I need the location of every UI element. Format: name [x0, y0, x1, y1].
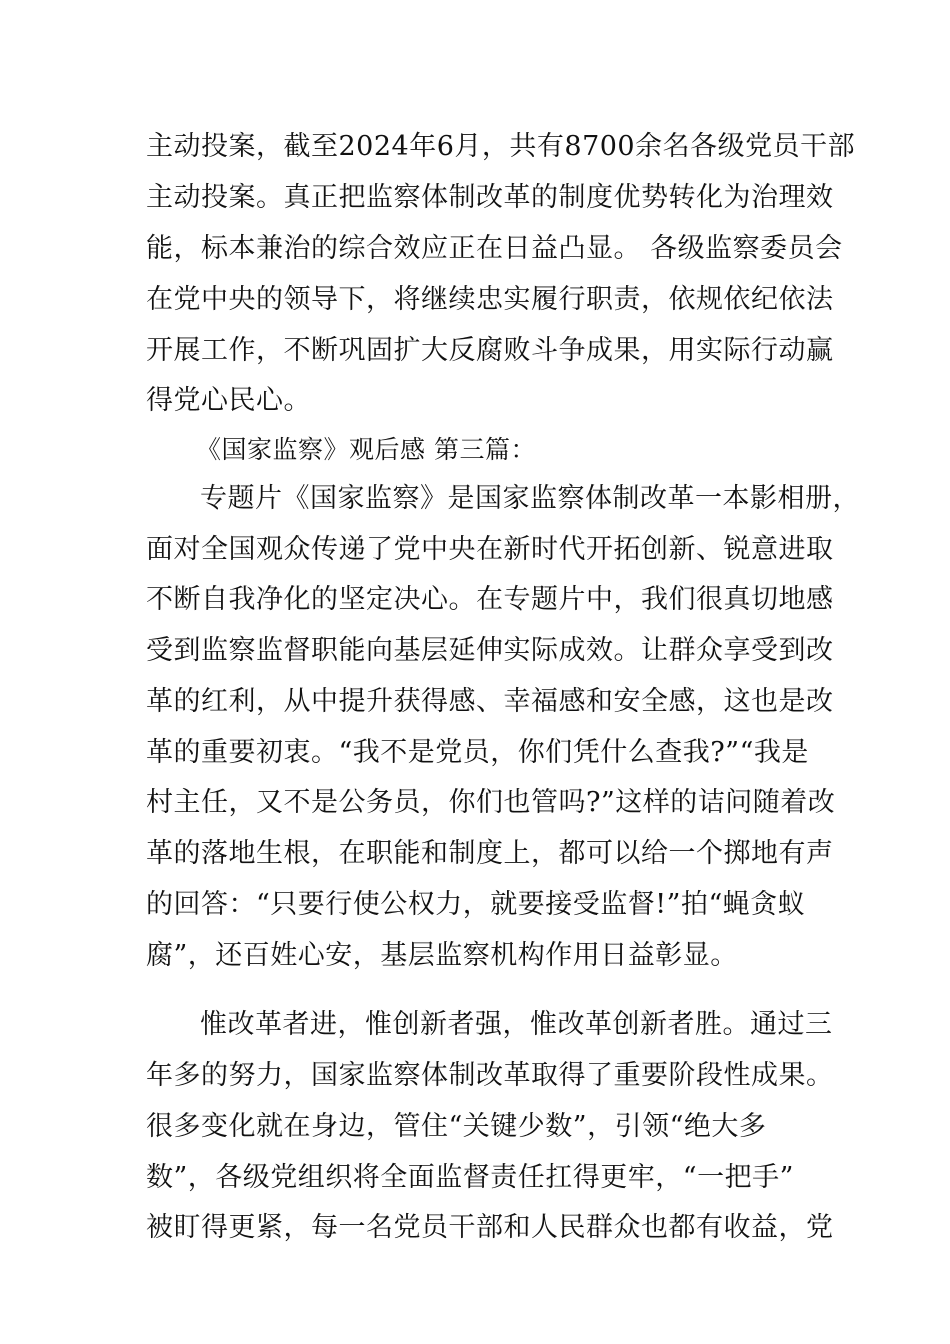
section-heading: 《国家监察》观后感 第三篇： [196, 435, 536, 464]
paragraph-line: 腐”，还百姓心安，基层监察机构作用日益彰显。 [146, 940, 738, 971]
paragraph-line: 开展工作，不断巩固扩大反腐败斗争成果，用实际行动赢 [146, 335, 834, 366]
paragraph-line: 主动投案，截至2024年6月，共有8700余名各级党员干部 [146, 131, 856, 162]
paragraph-line: 村主任，又不是公务员，你们也管吗?”这样的诘问随着改 [146, 787, 836, 818]
paragraph-line: 年多的努力，国家监察体制改革取得了重要阶段性成果。 [146, 1060, 834, 1091]
paragraph-line: 面对全国观众传递了党中央在新时代开拓创新、锐意进取 [146, 534, 834, 565]
paragraph-line: 的回答：“只要行使公权力，就要接受监督!”拍“蝇贪蚁 [146, 889, 806, 920]
paragraph-line: 主动投案。真正把监察体制改革的制度优势转化为治理效 [146, 182, 834, 213]
paragraph-line: 革的红利，从中提升获得感、幸福感和安全感，这也是改 [146, 686, 834, 717]
paragraph-line: 革的重要初衷。“我不是党员，你们凭什么查我?”“我是 [146, 737, 809, 768]
paragraph-line: 革的落地生根，在职能和制度上，都可以给一个掷地有声 [146, 838, 834, 869]
paragraph-line: 不断自我净化的坚定决心。在专题片中，我们很真切地感 [146, 584, 834, 615]
paragraph-line: 很多变化就在身边，管住“关键少数”，引领“绝大多 [146, 1111, 767, 1142]
paragraph-line: 专题片《国家监察》是国家监察体制改革一本影相册， [200, 483, 860, 514]
paragraph-line: 在党中央的领导下，将继续忠实履行职责，依规依纪依法 [146, 284, 834, 315]
paragraph-line: 受到监察监督职能向基层延伸实际成效。让群众享受到改 [146, 635, 834, 666]
paragraph-line: 数”，各级党组织将全面监督责任扛得更牢，“一把手” [146, 1162, 794, 1193]
paragraph-line: 惟改革者进，惟创新者强，惟改革创新者胜。通过三 [200, 1009, 833, 1040]
paragraph-line: 得党心民心。 [146, 385, 311, 416]
paragraph-line: 被盯得更紧，每一名党员干部和人民群众也都有收益，党 [146, 1212, 834, 1243]
paragraph-line: 能，标本兼治的综合效应正在日益凸显。 各级监察委员会 [146, 233, 843, 264]
